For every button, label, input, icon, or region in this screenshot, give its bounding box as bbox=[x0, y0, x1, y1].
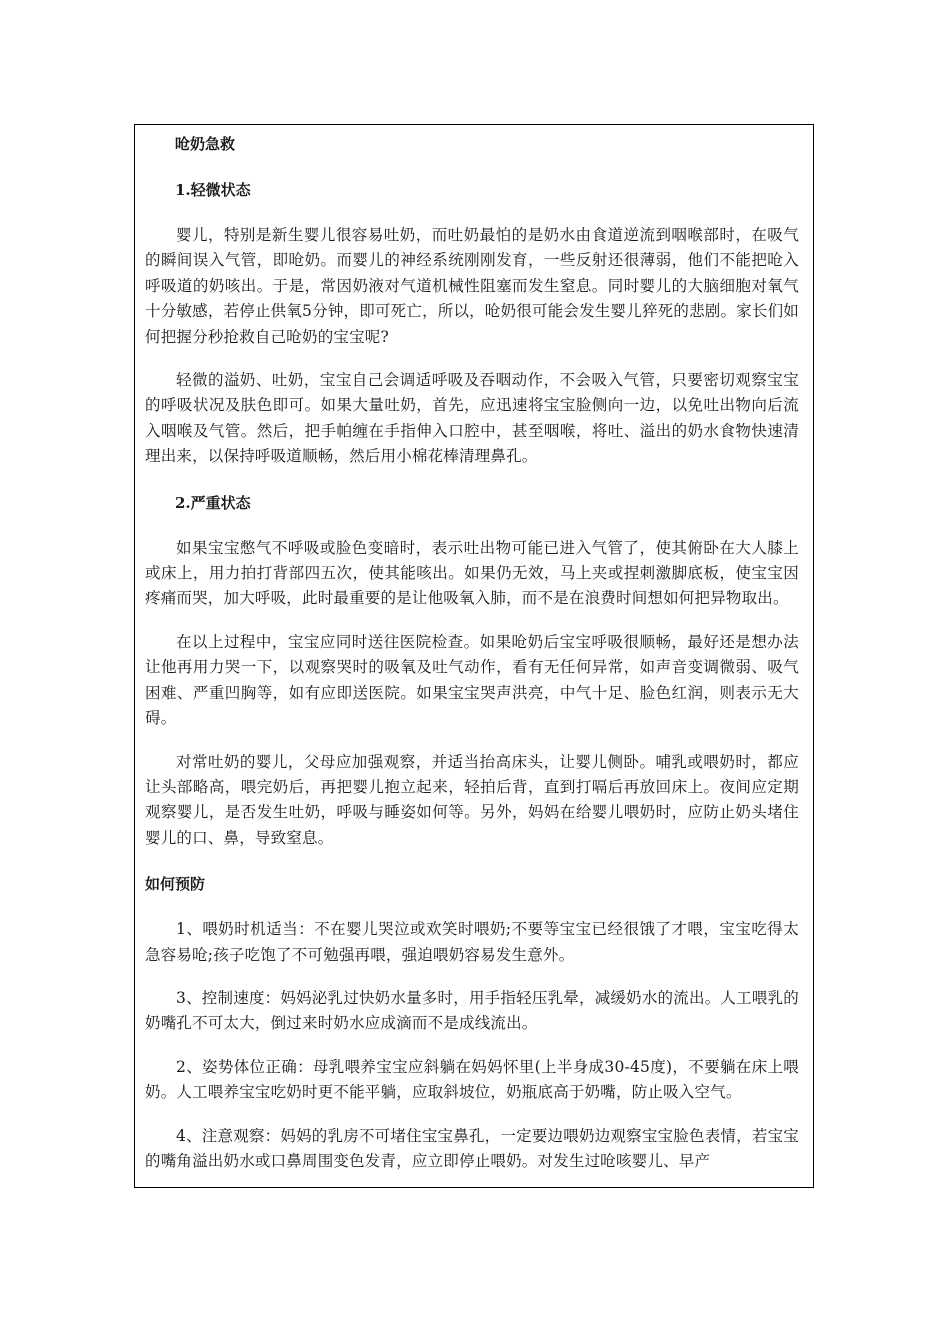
paragraph: 如果宝宝憋气不呼吸或脸色变暗时，表示吐出物可能已进入气管了，使其俯卧在大人膝上或床上，用力拍打背部四五次，使其能咳出。如果仍无效，马上夹或捏刺激脚底板，使宝宝因疼痛而哭，加大呼吸，此时最重要的是让他吸氧入肺，而不是在浪费时间想如何把异物取出。 bbox=[145, 538, 799, 608]
document-content bbox=[135, 125, 813, 1174]
paragraph: 婴儿，特别是新生婴儿很容易吐奶，而吐奶最怕的是奶水由食道逆流到咽喉部时，在吸气的瞬间误入气管，即呛奶。而婴儿的神经系统刚刚发育，一些反射还很薄弱，他们不能把呛入呼吸道的奶咳出。于是，常因奶液对气道机械性阻塞而发生窒息。同时婴儿的大脑细胞对氧气十分敏感，若停止供氧5分钟，即可死亡，所以，呛奶很可能会发生婴儿猝死的悲剧。家长们如何把握分秒抢救自己呛奶的宝宝呢? bbox=[145, 226, 799, 346]
paragraph: 2、姿势体位正确：母乳喂养宝宝应斜躺在妈妈怀里(上半身成30-45度)，不要躺在床上喂奶。人工喂养宝宝吃奶时更不能平躺，应取斜坡位，奶瓶底高于奶嘴，防止吸入空气。 bbox=[145, 1057, 799, 1102]
paragraph: 在以上过程中，宝宝应同时送往医院检查。如果呛奶后宝宝呼吸很顺畅，最好还是想办法让他再用力哭一下，以观察哭时的吸氧及吐气动作，看有无任何异常，如声音变调微弱、吸气困难、严重凹胸等，如有应即送医院。如果宝宝哭声洪亮，中气十足、脸色红润，则表示无大碍。 bbox=[145, 632, 799, 728]
paragraph: 对常吐奶的婴儿，父母应加强观察，并适当抬高床头，让婴儿侧卧。哺乳或喂奶时，都应让头部略高，喂完奶后，再把婴儿抱立起来，轻拍后背，直到打嗝后再放回床上。夜间应定期观察婴儿，是否发生吐奶，呼吸与睡姿如何等。另外，妈妈在给婴儿喂奶时，应防止奶头堵住婴儿的口、鼻，导致窒息。 bbox=[145, 752, 799, 847]
subsection-title-mild: 1.轻微状态 bbox=[175, 181, 251, 199]
section-title-choking-first-aid: 呛奶急救 bbox=[175, 135, 236, 153]
document-frame bbox=[134, 124, 814, 1188]
subsection-title-severe: 2.严重状态 bbox=[175, 493, 251, 512]
section-title-prevention: 如何预防 bbox=[145, 875, 206, 894]
paragraph: 1、喂奶时机适当：不在婴儿哭泣或欢笑时喂奶;不要等宝宝已经很饿了才喂，宝宝吃得太急容易呛;孩子吃饱了不可勉强再喂，强迫喂奶容易发生意外。 bbox=[145, 920, 799, 964]
paragraph: 3、控制速度：妈妈泌乳过快奶水量多时，用手指轻压乳晕，减缓奶水的流出。人工喂乳的奶嘴孔不可太大，倒过来时奶水应成滴而不是成线流出。 bbox=[145, 988, 799, 1033]
paragraph: 4、注意观察：妈妈的乳房不可堵住宝宝鼻孔，一定要边喂奶边观察宝宝脸色表情，若宝宝的嘴角溢出奶水或口鼻周围变色发青，应立即停止喂奶。对发生过呛咳婴儿、早产 bbox=[145, 1126, 799, 1170]
paragraph: 轻微的溢奶、吐奶，宝宝自己会调适呼吸及吞咽动作，不会吸入气管，只要密切观察宝宝的呼吸状况及肤色即可。如果大量吐奶，首先，应迅速将宝宝脸侧向一边，以免吐出物向后流入咽喉及气管。然后，把手帕缠在手指伸入口腔中，甚至咽喉，将吐、溢出的奶水食物快速清理出来，以保持呼吸道顺畅，然后用小棉花棒清理鼻孔。 bbox=[145, 371, 799, 466]
